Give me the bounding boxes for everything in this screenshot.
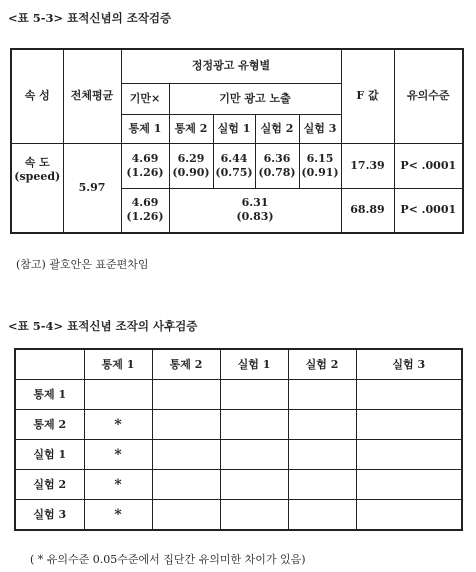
cell — [288, 380, 356, 410]
significance-mark: * — [84, 500, 152, 531]
cell — [356, 380, 462, 410]
row-label: 실험 1 — [15, 440, 84, 470]
mean: 6.31 — [241, 196, 269, 210]
table-row — [15, 410, 462, 440]
attr-sub: (speed) — [14, 169, 61, 183]
header-no-exposure: 기만× — [121, 83, 169, 114]
subheader-experiment-1: 실험 1 — [213, 114, 255, 143]
significance-mark: * — [84, 440, 152, 470]
overall-mean-value: 5.97 — [63, 143, 121, 233]
cell-control-2 — [169, 143, 213, 188]
f-value-1: 17.39 — [341, 143, 394, 188]
row-label: 실험 2 — [15, 470, 84, 500]
header-ad-type-group: 정정광고 유형별 — [121, 49, 341, 83]
table-row — [15, 500, 462, 531]
table-row — [15, 470, 462, 500]
corner-cell — [15, 349, 84, 380]
mean: 4.69 — [131, 151, 159, 165]
table-row — [15, 380, 462, 410]
cell — [152, 470, 220, 500]
sd: (0.78) — [258, 165, 296, 179]
f-value-2: 68.89 — [341, 188, 394, 233]
cell — [288, 470, 356, 500]
cell — [288, 500, 356, 531]
table2-note: ( * 유의수준 0.05수준에서 집단간 유의미한 차이가 있음) — [30, 553, 306, 566]
row-attr-speed — [11, 143, 63, 233]
cell — [356, 410, 462, 440]
sd: (0.75) — [215, 165, 253, 179]
cell — [152, 440, 220, 470]
sd: (0.83) — [236, 210, 274, 224]
cell-experiment-1 — [213, 143, 255, 188]
mean: 6.15 — [306, 151, 334, 165]
sd: (0.91) — [301, 165, 339, 179]
header-exposure: 기만 광고 노출 — [169, 83, 341, 114]
cell-experiment-3 — [299, 143, 341, 188]
table2-caption: <표 5-4> 표적신념 조작의 사후검증 — [8, 319, 198, 333]
row-label: 실험 3 — [15, 500, 84, 531]
cell — [84, 380, 152, 410]
cell — [356, 500, 462, 531]
cell — [288, 440, 356, 470]
row-label: 통제 1 — [15, 380, 84, 410]
mean: 6.29 — [177, 151, 205, 165]
p-value-2: P< .0001 — [394, 188, 463, 233]
mean: 4.69 — [131, 196, 159, 210]
manipulation-check-table — [10, 48, 464, 234]
cell-combined-exposure — [169, 188, 341, 233]
header-f-value: F 값 — [341, 49, 394, 143]
cell — [356, 440, 462, 470]
cell — [220, 470, 288, 500]
table1-note: (참고) 괄호안은 표준편차임 — [16, 258, 149, 271]
cell — [220, 410, 288, 440]
sd: (1.26) — [126, 210, 164, 224]
significance-mark: * — [84, 410, 152, 440]
sd: (0.90) — [172, 165, 210, 179]
subheader-control-2: 통제 2 — [169, 114, 213, 143]
col-header-control-1: 통제 1 — [84, 349, 152, 380]
cell — [220, 380, 288, 410]
subheader-control-1: 통제 1 — [121, 114, 169, 143]
significance-mark: * — [84, 470, 152, 500]
cell-control-1 — [121, 143, 169, 188]
cell-control-1-row2 — [121, 188, 169, 233]
row-label: 통제 2 — [15, 410, 84, 440]
col-header-experiment-1: 실험 1 — [220, 349, 288, 380]
cell-experiment-2 — [255, 143, 299, 188]
cell — [152, 380, 220, 410]
cell — [220, 440, 288, 470]
table-row — [15, 440, 462, 470]
col-header-experiment-3: 실험 3 — [356, 349, 462, 380]
subheader-experiment-2: 실험 2 — [255, 114, 299, 143]
col-header-experiment-2: 실험 2 — [288, 349, 356, 380]
mean: 6.36 — [263, 151, 291, 165]
p-value-1: P< .0001 — [394, 143, 463, 188]
mean: 6.44 — [220, 151, 248, 165]
attr-label: 속 도 — [24, 155, 50, 169]
sd: (1.26) — [126, 165, 164, 179]
header-attr: 속 성 — [11, 49, 63, 143]
subheader-experiment-3: 실험 3 — [299, 114, 341, 143]
header-significance: 유의수준 — [394, 49, 463, 143]
table1-caption: <표 5-3> 표적신념의 조작검증 — [8, 11, 172, 25]
cell — [152, 410, 220, 440]
cell — [288, 410, 356, 440]
col-header-control-2: 통제 2 — [152, 349, 220, 380]
cell — [152, 500, 220, 531]
cell — [220, 500, 288, 531]
header-overall-mean: 전체평균 — [63, 49, 121, 143]
cell — [356, 470, 462, 500]
posthoc-test-table — [14, 348, 463, 531]
